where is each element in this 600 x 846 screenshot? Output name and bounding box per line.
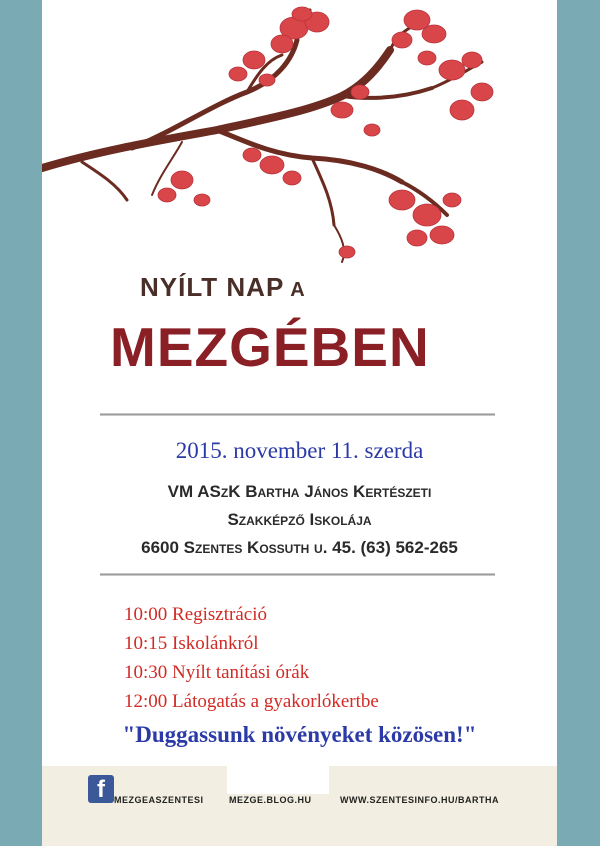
- schedule-item: 12:00 Látogatás a gyakorlókertbe: [124, 691, 379, 712]
- footer-white-panel: [227, 766, 329, 794]
- footer-bar: [42, 766, 557, 846]
- blossom-branch-illustration: [42, 0, 557, 270]
- facebook-icon[interactable]: f: [88, 775, 114, 803]
- address-line-2: Szakképző Iskolája: [227, 510, 372, 529]
- divider-bottom: [100, 573, 495, 576]
- facebook-link[interactable]: MEZGEASZENTESI: [114, 795, 204, 805]
- schedule-item: 10:15 Iskolánkról: [124, 633, 259, 654]
- title-line-1: [140, 272, 306, 303]
- blog-link[interactable]: MEZGE.BLOG.HU: [229, 795, 312, 805]
- schedule-list: [124, 600, 379, 716]
- title-mezgeben: MEZGÉBEN: [110, 316, 430, 378]
- event-date: 2015. november 11. szerda: [175, 438, 424, 463]
- slogan: "Duggassunk növényeket közösen!": [122, 722, 477, 747]
- address-line-3: 6600 Szentes Kossuth u. 45. (63) 562-265: [141, 538, 458, 557]
- schedule-item: 10:30 Nyílt tanítási órák: [124, 662, 310, 683]
- title-a: A: [290, 279, 306, 301]
- address-line-1: VM ASzK Bartha János Kertészeti: [167, 482, 432, 501]
- schedule-item: 10:00 Regisztráció: [124, 604, 267, 625]
- website-link[interactable]: WWW.SZENTESINFO.HU/BARTHA: [340, 795, 499, 805]
- title-nyilt-nap: NYÍLT NAP: [140, 272, 285, 302]
- poster-card: [42, 0, 557, 846]
- divider-top: [100, 413, 495, 416]
